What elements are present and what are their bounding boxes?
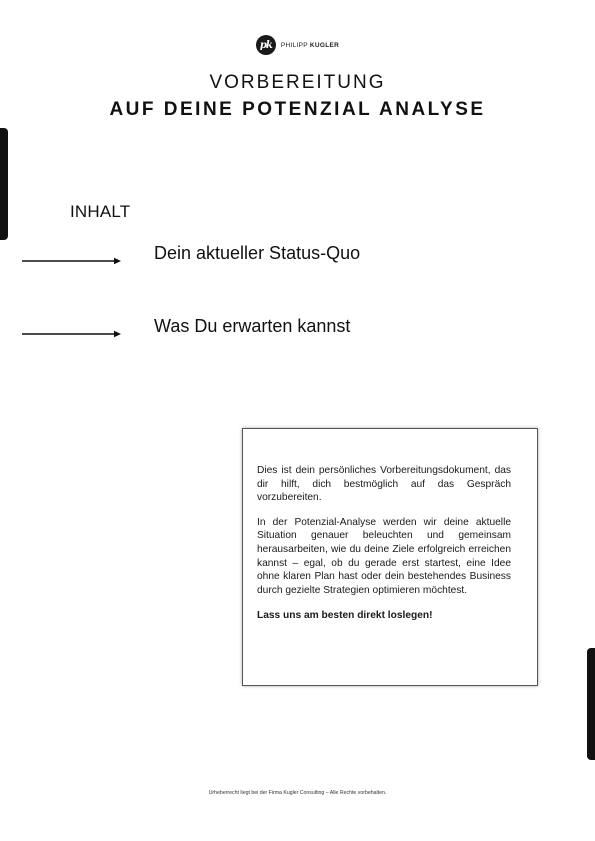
contents-heading: INHALT	[70, 202, 131, 221]
info-paragraph-intro: Dies ist dein persönliches Vorbereitungsdokument, das dir hilft, dich bestmöglich auf das Gespräch vorzubereiten.	[257, 465, 511, 504]
toc-item-label: Dein aktueller Status-Quo	[154, 243, 361, 263]
side-tab-right	[587, 648, 595, 760]
info-paragraph-analysis: In der Potenzial-Analyse werden wir deine aktuelle Situation genauer beleuchten und gemeinsam herausarbeiten, wie du deine Ziele erfolgreich erreichen kannst – egal, ob du gerade erst startest, eine Idee ohne klaren Plan hast oder dein bestehendes Business durch gezielte Strategien optimieren möchtest.	[257, 516, 511, 596]
toc-item-status-quo[interactable]	[0, 243, 595, 267]
arrow-right-icon	[22, 325, 122, 343]
call-to-action-text: Lass uns am besten direkt loslegen!	[257, 610, 433, 622]
toc-item-label: Was Du erwarten kannst	[154, 316, 351, 336]
arrow-right-icon	[22, 252, 122, 270]
logo	[0, 35, 595, 55]
copyright-footer: Urheberrecht liegt bei der Firma Kugler Consulting – Alle Rechte vorbehalten.	[208, 790, 387, 796]
page-title-line-1: VORBEREITUNG	[209, 72, 386, 93]
logo-mark-icon: pk	[256, 35, 276, 55]
logo-name-light: PHILIPP	[280, 41, 308, 49]
logo-name-bold: KUGLER	[309, 41, 340, 49]
toc-item-expectations[interactable]	[0, 316, 595, 340]
side-tab-left	[0, 128, 8, 240]
logo-text	[281, 42, 339, 49]
info-box	[242, 428, 538, 686]
page-title-line-2: AUF DEINE POTENZIAL ANALYSE	[109, 99, 486, 120]
